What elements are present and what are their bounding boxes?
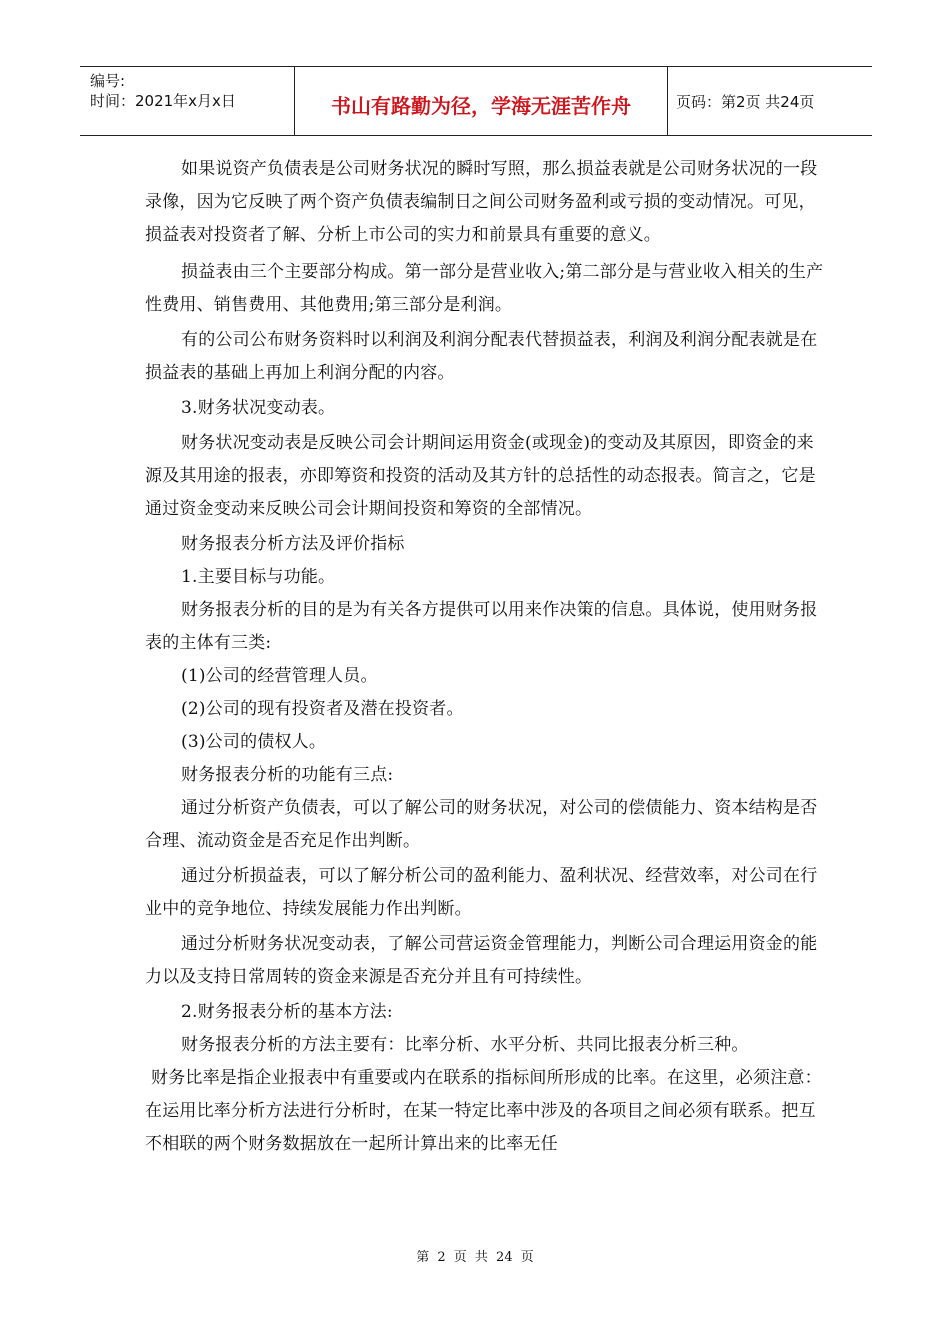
- paragraph: 2.财务报表分析的基本方法:: [181, 1002, 393, 1022]
- paragraph: 1.主要目标与功能。: [181, 567, 336, 587]
- list-item: (1)公司的经营管理人员。: [181, 666, 378, 686]
- header-meta: [80, 67, 295, 136]
- header-motto: 书山有路勤为径，学海无涯苦作舟: [295, 67, 668, 136]
- section-heading: 财务报表分析方法及评价指标: [181, 534, 405, 554]
- paragraph: 通过分析资产负债表，可以了解公司的财务状况，对公司的偿债能力、资本结构是否合理、流动资金是否充足作出判断。: [145, 798, 818, 851]
- header-page-info: 页码：第2页 共24页: [676, 92, 815, 111]
- paragraph: 有的公司公布财务资料时以利润及利润分配表代替损益表，利润及利润分配表就是在损益表的基础上再加上利润分配的内容。: [145, 330, 818, 383]
- doc-date: 时间：2021年x月x日: [90, 92, 236, 110]
- paragraph: 财务报表分析的功能有三点:: [181, 765, 394, 785]
- paragraph: 财务比率是指企业报表中有重要或内在联系的指标间所形成的比率。在这里，必须注意：在运用比率分析方法进行分析时，在某一特定比率中涉及的各项目之间必须有联系。把互不相联的两个财务数据放在一起所计算出来的比率无任: [145, 1068, 822, 1154]
- paragraph: 财务报表分析的目的是为有关各方提供可以用来作决策的信息。具体说，使用财务报表的主体有三类:: [145, 600, 818, 653]
- list-item: (2)公司的现有投资者及潜在投资者。: [181, 699, 464, 719]
- page-header: [80, 66, 872, 136]
- paragraph: 损益表由三个主要部分构成。第一部分是营业收入;第二部分是与营业收入相关的生产性费用、销售费用、其他费用;第三部分是利润。: [145, 262, 824, 315]
- paragraph: 通过分析财务状况变动表，了解公司营运资金管理能力，判断公司合理运用资金的能力以及支持日常周转的资金来源是否充分并且有可持续性。: [145, 934, 818, 987]
- paragraph: 通过分析损益表，可以了解分析公司的盈利能力、盈利状况、经营效率，对公司在行业中的竞争地位、持续发展能力作出判断。: [145, 866, 818, 919]
- list-item: (3)公司的债权人。: [181, 732, 327, 752]
- paragraph: 如果说资产负债表是公司财务状况的瞬时写照，那么损益表就是公司财务状况的一段录像，因为它反映了两个资产负债表编制日之间公司财务盈利或亏损的变动情况。可见，损益表对投资者了解、分析上市公司的实力和前景具有重要的意义。: [145, 159, 818, 245]
- paragraph: 财务状况变动表是反映公司会计期间运用资金(或现金)的变动及其原因，即资金的来源及其用途的报表，亦即筹资和投资的活动及其方针的总括性的动态报表。简言之，它是通过资金变动来反映公司会计期间投资和筹资的全部情况。: [145, 433, 816, 519]
- document-body: [145, 153, 825, 1161]
- paragraph: 3.财务状况变动表。: [181, 398, 336, 418]
- page-footer: 第 2 页 共 24 页: [416, 1250, 534, 1265]
- doc-number-label: 编号:: [90, 72, 126, 90]
- paragraph: 财务报表分析的方法主要有：比率分析、水平分析、共同比报表分析三种。: [181, 1035, 749, 1055]
